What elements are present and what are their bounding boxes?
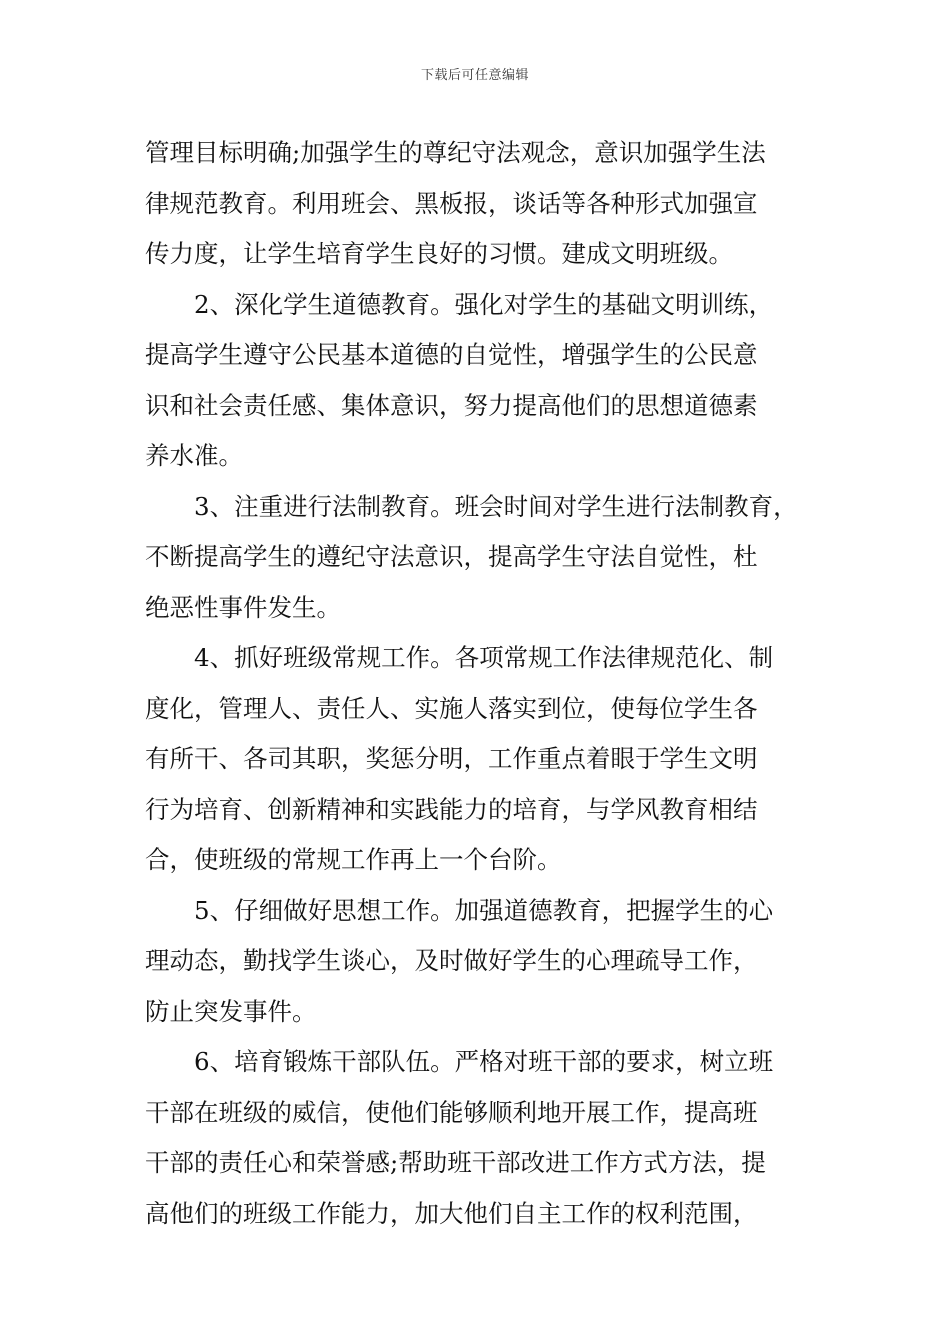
page-header: 下载后可任意编辑 bbox=[420, 68, 529, 83]
paragraph-start-line: 6、培育锻炼干部队伍。严格对班干部的要求，树立班 bbox=[194, 1047, 774, 1076]
text-line: 防止突发事件。 bbox=[145, 996, 317, 1026]
text-line: 合，使班级的常规工作再上一个台阶。 bbox=[145, 845, 562, 874]
text-line: 识和社会责任感、集体意识，努力提高他们的思想道德素 bbox=[145, 390, 758, 420]
text-line: 养水准。 bbox=[145, 441, 243, 470]
text-line: 行为培育、创新精神和实践能力的培育，与学风教育相结 bbox=[145, 794, 758, 824]
text-line: 理动态，勤找学生谈心，及时做好学生的心理疏导工作， bbox=[145, 946, 758, 975]
text-line: 不断提高学生的遵纪守法意识，提高学生守法自觉性，杜 bbox=[145, 542, 758, 571]
paragraph-start-line: 2、深化学生道德教育。强化对学生的基础文明训练， bbox=[194, 289, 774, 319]
text-line: 绝恶性事件发生。 bbox=[145, 592, 341, 622]
text-line: 干部在班级的威信，使他们能够顺利地开展工作，提高班 bbox=[145, 1097, 758, 1127]
text-line: 管理目标明确;加强学生的尊纪守法观念，意识加强学生法 bbox=[145, 138, 766, 167]
text-line: 提高学生遵守公民基本道德的自觉性，增强学生的公民意 bbox=[145, 340, 758, 369]
text-line: 干部的责任心和荣誉感;帮助班干部改进工作方式方法，提 bbox=[145, 1148, 766, 1177]
text-line: 度化，管理人、责任人、实施人落实到位，使每位学生各 bbox=[145, 693, 758, 723]
paragraph-start-line: 3、注重进行法制教育。班会时间对学生进行法制教育， bbox=[194, 491, 798, 521]
paragraph-start-line: 5、仔细做好思想工作。加强道德教育，把握学生的心 bbox=[194, 895, 774, 925]
text-line: 传力度，让学生培育学生良好的习惯。建成文明班级。 bbox=[145, 239, 733, 268]
text-line: 有所干、各司其职，奖惩分明，工作重点着眼于学生文明 bbox=[145, 744, 758, 773]
paragraph-start-line: 4、抓好班级常规工作。各项常规工作法律规范化、制 bbox=[194, 643, 774, 672]
document-body bbox=[145, 128, 835, 1239]
text-line: 律规范教育。利用班会、黑板报，谈话等各种形式加强宣 bbox=[145, 188, 758, 218]
text-line: 高他们的班级工作能力，加大他们自主工作的权利范围， bbox=[145, 1198, 758, 1228]
